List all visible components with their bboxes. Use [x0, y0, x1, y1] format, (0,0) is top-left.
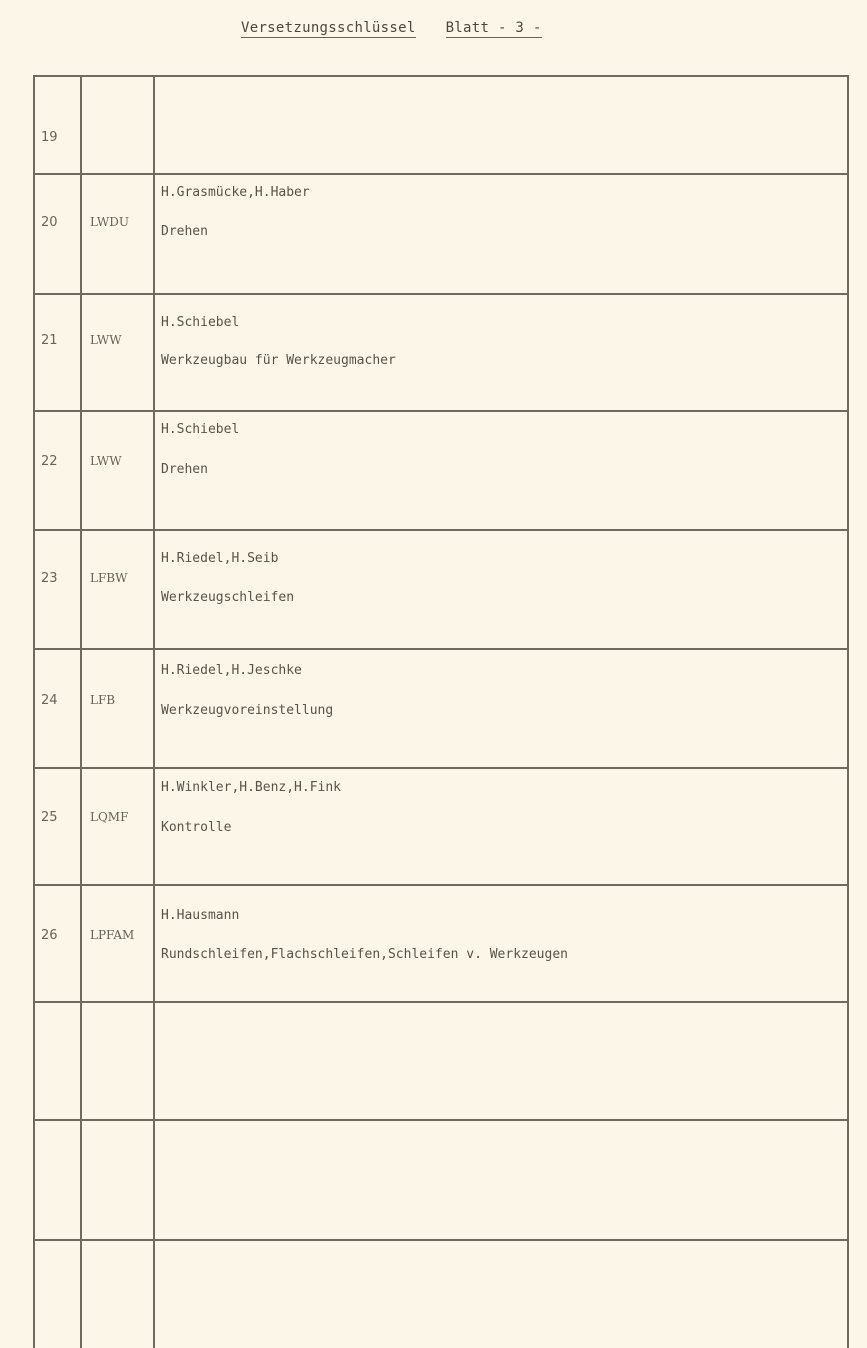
row-number: 24 [41, 693, 58, 708]
row-task: Drehen [161, 224, 208, 239]
row-code: LWW [90, 454, 122, 468]
table-row [33, 173, 849, 293]
row-names: H.Riedel,H.Jeschke [161, 663, 302, 678]
row-names: H.Winkler,H.Benz,H.Fink [161, 780, 342, 795]
row-number: 22 [41, 454, 58, 469]
table-row [33, 648, 849, 767]
row-code: LWDU [90, 215, 129, 229]
row-task: Werkzeugschleifen [161, 590, 295, 605]
row-names: H.Grasmücke,H.Haber [161, 185, 310, 200]
table-row [33, 884, 849, 1001]
row-task: Drehen [161, 462, 208, 477]
row-code: LFBW [90, 571, 128, 585]
row-task: Rundschleifen,Flachschleifen,Schleifen v. Werkzeugen [161, 947, 568, 962]
row-number: 19 [41, 130, 58, 145]
page-header [241, 20, 542, 36]
document-title: Versetzungsschlüssel [241, 20, 416, 36]
table-row [33, 1239, 849, 1348]
row-names: H.Schiebel [161, 422, 240, 437]
table-row [33, 75, 849, 173]
row-names: H.Schiebel [161, 315, 240, 330]
table-row [33, 767, 849, 884]
table-row [33, 1119, 849, 1239]
row-task: Werkzeugvoreinstellung [161, 703, 334, 718]
row-code: LPFAM [90, 928, 135, 942]
row-code: LQMF [90, 810, 129, 824]
table-row [33, 1001, 849, 1119]
row-number: 25 [41, 810, 58, 825]
transfer-key-table [33, 75, 849, 1348]
row-names: H.Riedel,H.Seib [161, 551, 279, 566]
row-task: Kontrolle [161, 820, 232, 835]
row-number: 21 [41, 333, 58, 348]
table-row [33, 293, 849, 410]
row-number: 26 [41, 928, 58, 943]
row-code: LFB [90, 693, 116, 707]
table-row [33, 410, 849, 529]
row-number: 20 [41, 215, 58, 230]
row-code: LWW [90, 333, 122, 347]
row-names: H.Hausmann [161, 908, 240, 923]
table-row [33, 529, 849, 648]
row-number: 23 [41, 571, 58, 586]
row-task: Werkzeugbau für Werkzeugmacher [161, 353, 396, 368]
sheet-number: Blatt - 3 - [445, 20, 542, 36]
